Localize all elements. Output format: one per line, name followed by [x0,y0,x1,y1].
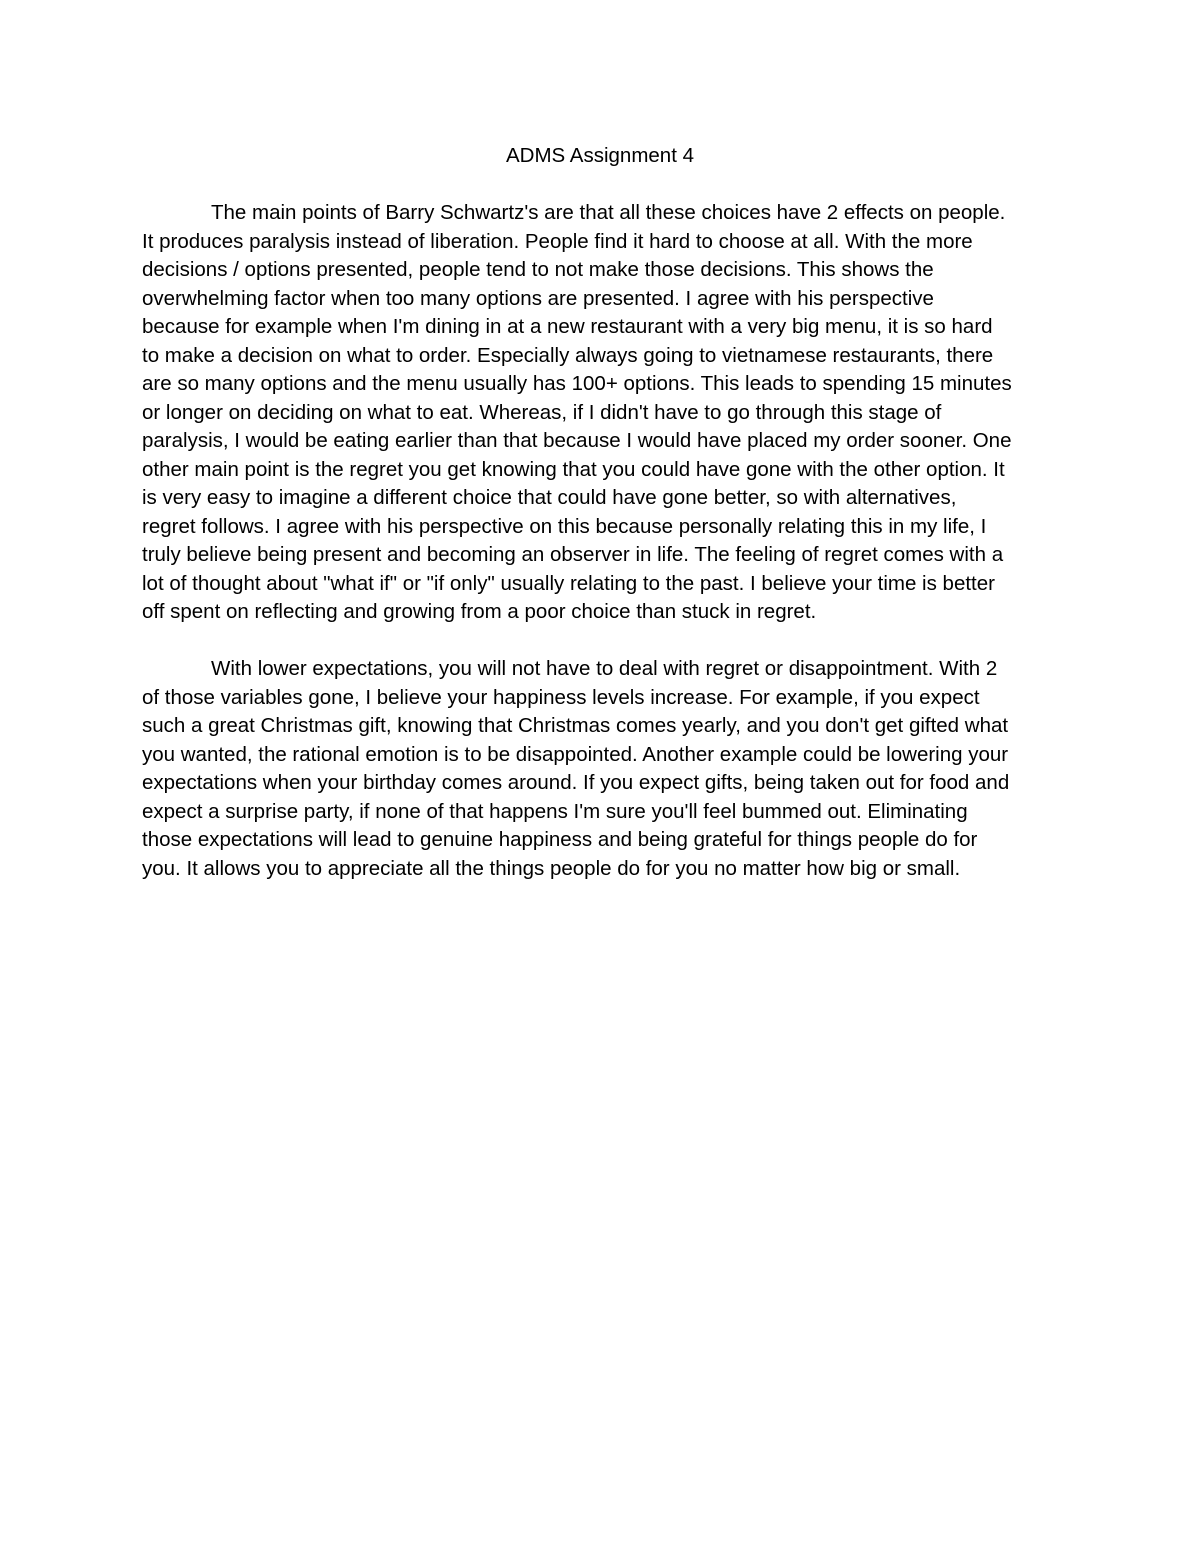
paragraph-line: off spent on reflecting and growing from a poor choice than stuck in regret. [142,600,817,623]
paragraph-line: lot of thought about "what if" or "if only" usually relating to the past. I believe your time is better [142,571,995,595]
paragraph-line: because for example when I'm dining in at a new restaurant with a very big menu, it is so hard [142,315,993,338]
paragraph-line: is very easy to imagine a different choice that could have gone better, so with alternatives, [142,486,957,509]
paragraph-line: you. It allows you to appreciate all the things people do for you no matter how big or small. [142,856,961,880]
paragraph-line: are so many options and the menu usually has 100+ options. This leads to spending 15 minutes [142,372,1012,395]
paragraph-spacer [142,627,1062,656]
paragraph-line: expectations when your birthday comes around. If you expect gifts, being taken out for food and [142,771,1010,794]
paragraph-line: expect a surprise party, if none of that happens I'm sure you'll feel bummed out. Eliminating [142,799,968,823]
paragraph-line: truly believe being present and becoming an observer in life. The feeling of regret comes with a [142,543,1004,566]
paragraph-line: you wanted, the rational emotion is to be disappointed. Another example could be lowering your [142,742,1009,766]
paragraph-line: other main point is the regret you get knowing that you could have gone with the other option. It [142,457,1005,481]
document-body [142,199,1062,883]
paragraph-line: to make a decision on what to order. Especially always going to vietnamese restaurants, there [142,343,994,367]
paragraph-line: such a great Christmas gift, knowing that Christmas comes yearly, and you don't get gifted what [142,714,1009,737]
paragraph-line: or longer on deciding on what to eat. Whereas, if I didn't have to go through this stage of [142,400,942,424]
paragraph-line: overwhelming factor when too many options are presented. I agree with his perspective [142,286,934,310]
paragraph-line: It produces paralysis instead of liberation. People find it hard to choose at all. With the more [142,229,973,253]
paragraph-line: paralysis, I would be eating earlier than that because I would have placed my order sooner. One [142,429,1012,452]
paragraph-line: those expectations will lead to genuine happiness and being grateful for things people do for [142,828,978,851]
paragraph-line: The main points of Barry Schwartz's are that all these choices have 2 effects on people. [211,201,1006,224]
document-title: ADMS Assignment 4 [506,144,694,167]
paragraph-line: of those variables gone, I believe your happiness levels increase. For example, if you expect [142,685,980,709]
paragraph-line: regret follows. I agree with his perspective on this because personally relating this in my life, I [142,514,987,538]
paragraph-1 [142,199,1062,627]
paragraph-2 [142,655,1062,883]
paragraph-line: With lower expectations, you will not have to deal with regret or disappointment. With 2 [211,657,998,680]
paragraph-line: decisions / options presented, people tend to not make those decisions. This shows the [142,258,934,281]
